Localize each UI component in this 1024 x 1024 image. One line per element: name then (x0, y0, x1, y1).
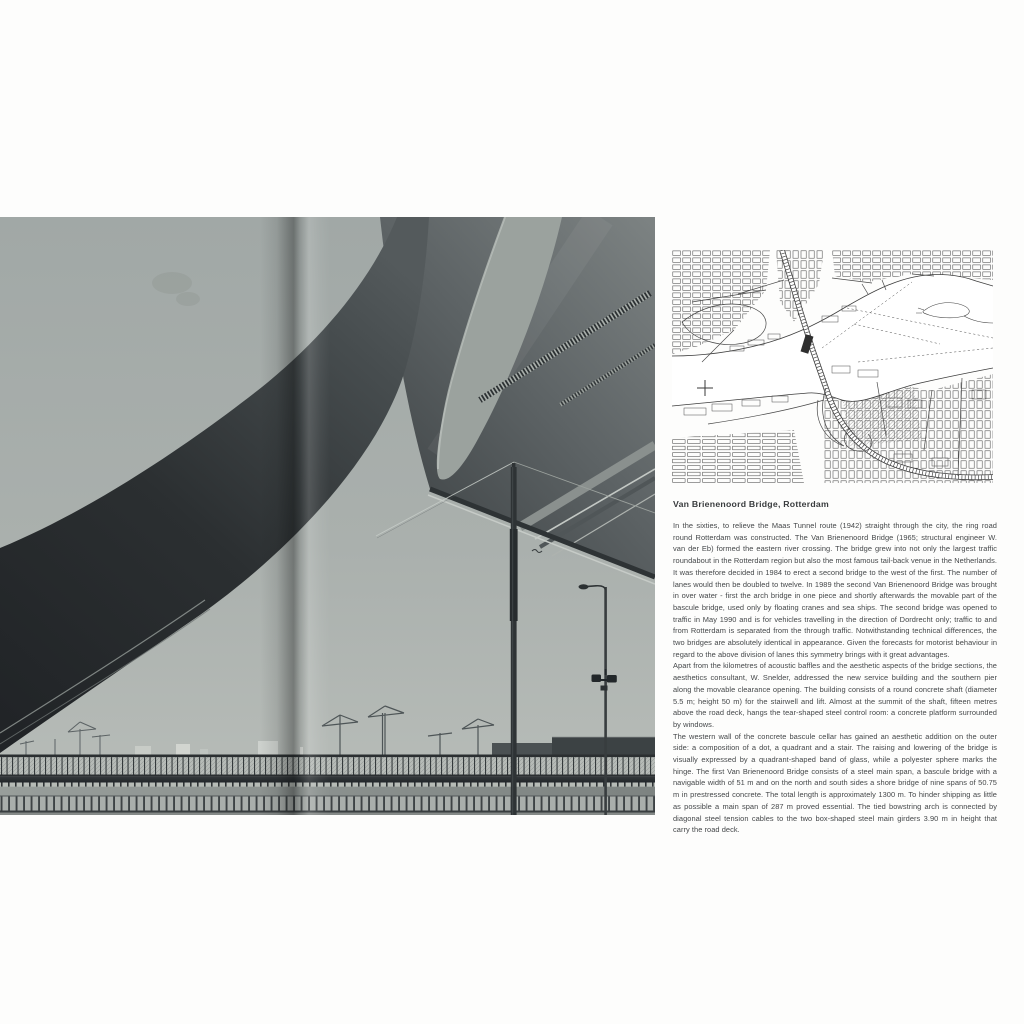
article-paragraph: In the sixties, to relieve the Maas Tunnel route (1942) straight through the city, the ring road round Rotterdam was constructed. The Van Brienenoord Bridge (1965; structural engineer W. van der Eb) formed the eastern river crossing. The bridge grew into not only the largest traffic roundabout in the Rotterdam region but also the most famous tail-back venue in the Netherlands. It was therefore decided in 1984 to erect a second bridge to the west of the first. The number of lanes would then be doubled to twelve. In 1989 the second Van Brienenoord Bridge was brought in over water - first the arch bridge in one piece and shortly afterwards the movable part of the bascule bridge, used only by floating cranes and sea ships. The second bridge was opened to traffic in May 1990 and is for vehicles travelling in the direction of Dordrecht only; traffic to and from Rotterdam is separated from the through traffic. Notwithstanding technical differences, the two bridges are absolutely identical in appearance. Given the forecasts for motorist behaviour in regard to the above division of lanes this symmetry brings with it great advantages. (673, 521, 997, 659)
container-stack-silhouette (552, 737, 655, 757)
article-body (673, 520, 997, 836)
article-title: Van Brienenoord Bridge, Rotterdam (673, 499, 829, 509)
light-mast (510, 463, 518, 815)
guard-railing (0, 755, 655, 816)
article-paragraph: The western wall of the concrete bascule cellar has gained an aesthetic addition on the outer side: a composition of a dot, a quadrant and a stair. The raising and lowering of the bridge is visually expressed by a quadrant-shaped band of glass, while a polyester sphere marks the hinge. The first Van Brienenoord Bridge consists of a steel main span, a bascule bridge with a navigable width of 51 m and on the north and south sides a shore bridge of nine spans of 50.75 m in prestressed concrete. The total length is approximately 1300 m. To hinder shipping as little as possible a main span of 287 m proved essential. The tied bowstring arch is connected by diagonal steel tension cables to the two box-shaped steel main girders 3.90 m in height that carry the road deck. (673, 731, 997, 835)
city-map (672, 250, 993, 483)
bridge-photograph (0, 217, 655, 815)
article-paragraph: Apart from the kilometres of acoustic baffles and the aesthetic aspects of the bridge sections, the aesthetics consultant, W. Snelder, addressed the new service building and the southern pier along the movable clearance opening. The building consists of a round concrete shaft (diameter 5.5 m; height 50 m) for the stairwell and lift. Almost at the summit of the shaft, fifteen metres above the road deck, hangs the tear-shaped steel control room: a concrete platform surrounded by windows. (673, 661, 997, 729)
